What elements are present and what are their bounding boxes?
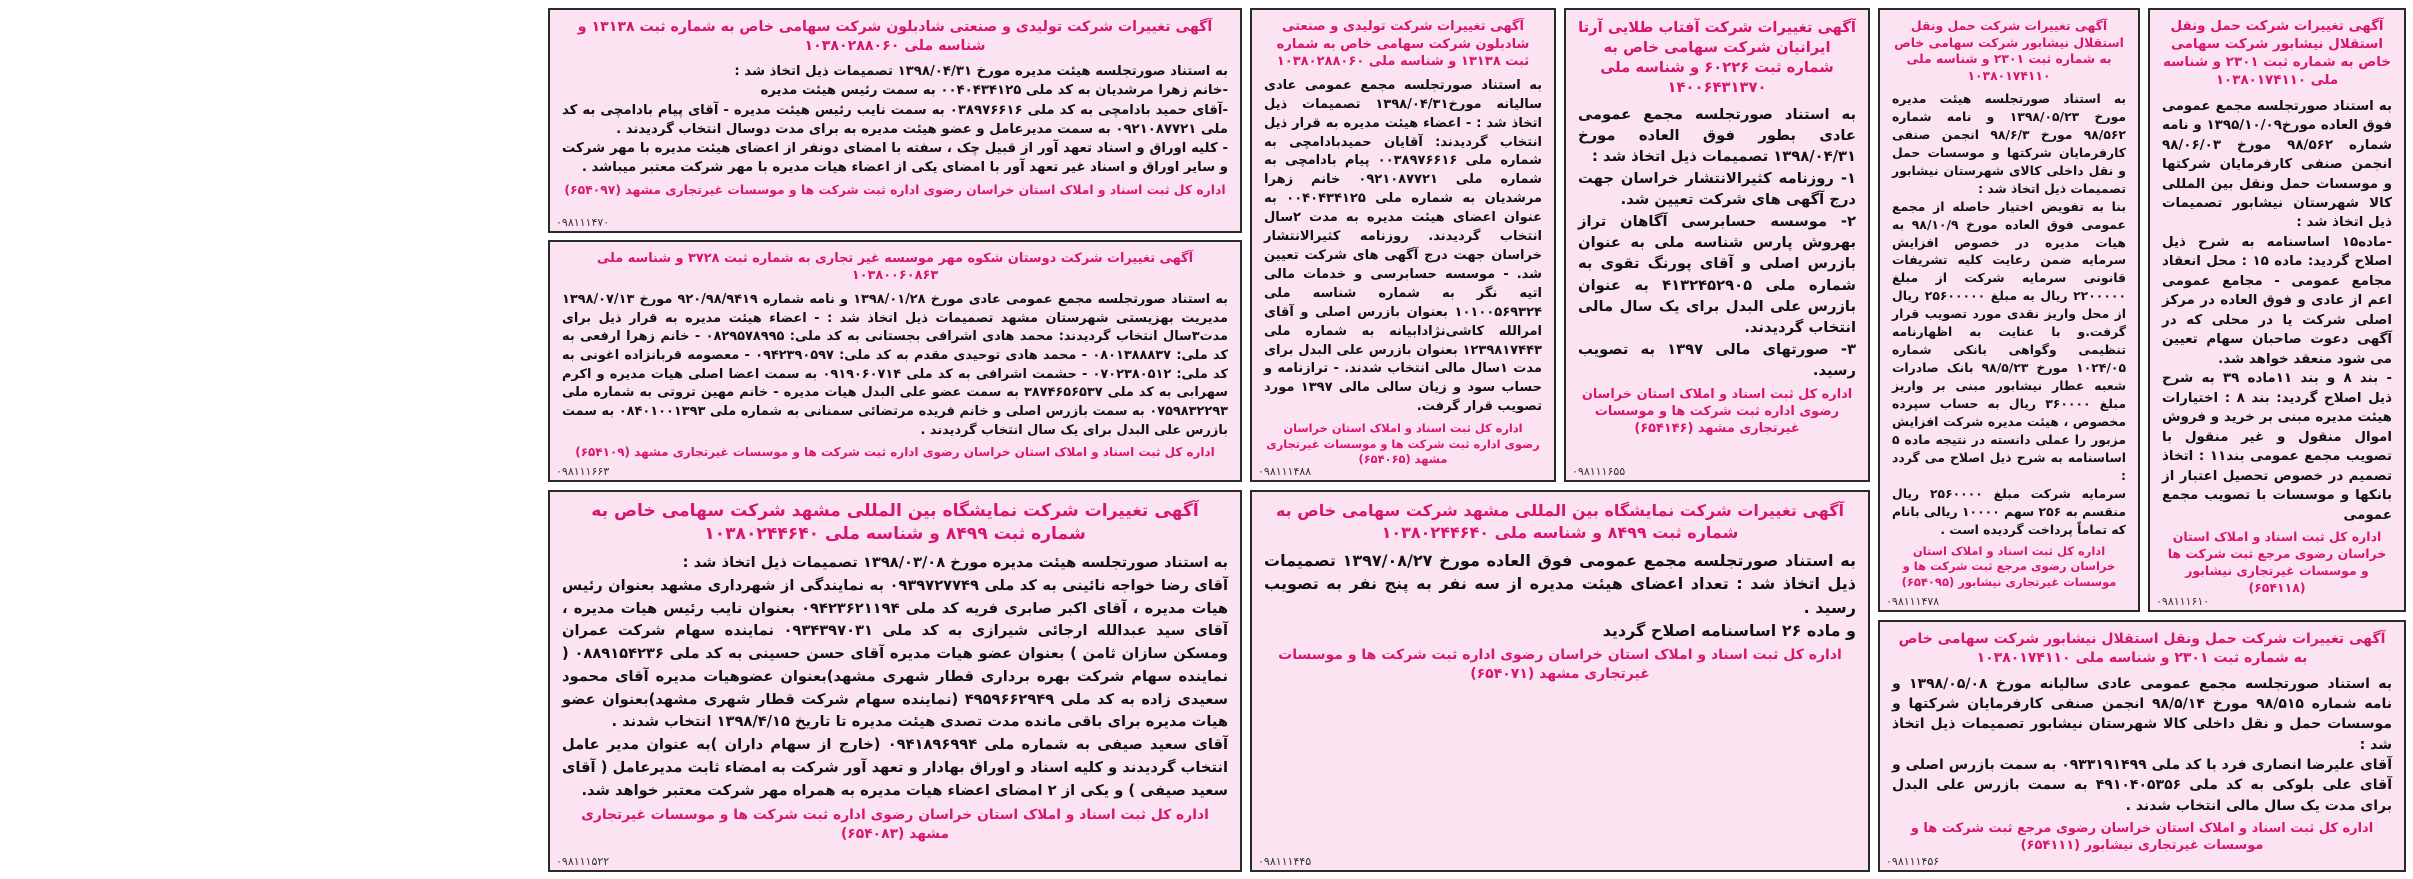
- ad-registry: اداره کل ثبت اسناد و املاک استان خراسان رضوی اداره ثبت شرکت ها و موسسات غیرتجاری مشهد (۶۵۴۱۴۶): [1581, 386, 1853, 437]
- ad-paragraph: -خانم زهرا مرشدیان به کد ملی ۰۰۴۰۴۳۴۱۲۵ به سمت رئیس هیئت مدیره: [760, 83, 1228, 99]
- ad-esteghlal-neyshabur-capital: [1878, 8, 2140, 612]
- ad-paragraph: به استناد صورتجلسه مجمع عمومی عادی مورخ ۱۳۹۸/۰۱/۲۸ و نامه شماره ۹۲۰/۹۸/۹۴۱۹ مورخ ۱۳۹۸/۰۷/۱۳ مدیریت بهزیستی شهرستان مشهد تصمیمات ذیل اتخاذ شد : - اعضاء هیئت مدیره به قرار ذیل برای مدت۳سال انتخاب گردیدند: محمد هادی اشرافی بجستانی به کد ملی: ۰۸۲۹۵۷۸۹۹۵ - خانم زهرا ارفعی به کد ملی: ۰۸۰۱۳۸۸۸۳۷ - محمد هادی توحیدی مقدم به کد ملی: ۰۹۴۲۳۹۰۵۹۷ - معصومه قربانزاده اغونی به کد ملی: ۰۷۰۲۳۸۰۵۱۲ - حشمت اشرافی به کد ملی ۰۹۱۹۰۶۰۷۱۴ به سمت اعضا اصلی هیات مدیره و اکرم سهرابی به کد ملی ۳۸۷۴۶۵۶۵۳۷ به سمت عضو علی البدل هیات مدیره - خانم مهین تروتی به شماره ملی ۰۷۵۹۸۳۲۲۹۳ به سمت بازرس اصلی و خانم فریده مرتضائی سمنانی به شماره ملی ۰۸۴۰۱۰۰۱۳۹۳ به سمت بازرس علی البدل برای یک سال انتخاب گردیدند .: [562, 291, 1229, 438]
- ad-registry: اداره کل ثبت اسناد و املاک استان خراسان رضوی اداره ثبت شرکت ها و موسسات غیرتجاری مشهد (۶۵۴۰۷۱): [1278, 646, 1842, 682]
- ad-registry: اداره کل ثبت اسناد و املاک استان خراسان رضوی اداره ثبت شرکت ها و موسسات غیرتجاری مشهد (۶۵۴۰۹۷): [564, 182, 1226, 197]
- ad-registry: اداره کل ثبت اسناد و املاک استان خراسان رضوی اداره ثبت شرکت ها و موسسات غیرتجاری مشهد (۶۵۴۱۰۹): [575, 445, 1215, 460]
- ad-paragraph: آقای سعید صیفی به شماره ملی ۰۹۴۱۸۹۶۹۹۴ (خارج از سهام داران )به عنوان مدیر عامل انتخاب گردیدند و کلیه اسناد و اوراق بهادار و تعهد آور شرکت به امضاء ثابت مدیرعامل ( آقای سعید صیفی ) و یکی از ۲ امضای اعضاء هیات مدیره به همراه مهر شرکت معتبر خواهد شد.: [562, 736, 1228, 799]
- ad-mashhad-expo-extraordinary: [1250, 490, 1870, 872]
- ad-dustan-shokuh-mehr: [548, 240, 1242, 482]
- ad-paragraph: بنا به تفویض اختیار حاصله از مجمع عمومی فوق العاده مورخ ۹۸/۱۰/۹ به هیات مدیره در خصوص افزایش سرمایه ضمن رعایت کلیه تشریفات قانونی سرمایه شرکت از مبلغ ۲۲۰۰۰۰۰ ریال به مبلغ ۲۵۶۰۰۰۰۰ ریال از محل واریز نقدی مورد تصویب قرار گرفت.و با عنایت به اظهارنامه تنظیمی وگواهی بانکی شماره ۱۰۲۴/۰۵ مورخ ۹۸/۵/۲۳ بانک صادرات شعبه عطار نیشابور مبنی بر واریز مبلغ ۳۶۰۰۰۰ ریال به حساب سپرده مخصوص ، هیئت مدیره شرکت افزایش مزبور را عملی دانسته در نتیجه ماده ۵ اساسنامه به شرح ذیل اصلاح می گردد :: [1892, 199, 2126, 483]
- ad-paragraph: آقای علیرضا انصاری فرد با کد ملی ۰۹۳۳۱۹۱۴۹۹ به سمت بازرس اصلی و آقای علی بلوکی به کد ملی ۴۹۱۰۴۰۵۳۵۶ به سمت بازرس علی البدل برای مدت یک سال مالی انتخاب شدند .: [1892, 756, 2393, 814]
- ad-paragraph: - بند ۸ و بند ۱۱ماده ۳۹ به شرح ذیل اصلاح گردید: بند ۸ : اختیارات هیئت مدیره مبنی بر خرید و فروش اموال منقول و غیر منقول با تصویب مجمع عمومی بند۱۱ : اتخاذ تصمیم در خصوص تحصیل اعتبار از بانکها و موسسات با تصویب مجمع عمومی: [2162, 371, 2393, 523]
- ad-paragraph: به استناد صورتجلسه مجمع عمومی عادی سالیانه مورخ ۱۳۹۸/۰۵/۰۸ و نامه شماره ۹۸/۵۱۵ مورخ ۹۸/۵/۱۴ انجمن صنفی کارفرمایان شرکتها و موسسات حمل و نقل داخلی کالا شهرستان نیشابور تصمیمات ذیل اتخاذ شد :: [1892, 675, 2393, 753]
- ad-paragraph: ۲- موسسه حسابرسی آگاهان تراز بهروش پارس شناسه ملی به عنوان بازرس اصلی و آقای پورنگ تقوی به شماره ملی ۴۱۳۲۴۵۲۹۰۵ به عنوان بازرس علی البدل برای یک سال مالی انتخاب گردیدند.: [1578, 212, 1856, 337]
- ad-title: آگهی تغییرات شرکت تولیدی و صنعتی شادبلون شرکت سهامی خاص به شماره ثبت ۱۳۱۳۸ و شناسه ملی ۱۰۳۸۰۲۸۸۰۶۰: [1276, 19, 1530, 70]
- ad-title: آگهی تغییرات شرکت حمل ونقل استقلال نیشابور شرکت سهامی خاص به شماره ثبت ۲۳۰۱ و شناسه ملی ۱۰۳۸۰۱۷۴۱۱۰: [1894, 19, 2124, 84]
- ad-paragraph: به استناد صورتجلسه هیئت مدیره مورخ ۱۳۹۸/۰۳/۰۸ تصمیمات ذیل اتخاذ شد :: [682, 554, 1228, 572]
- ad-paragraph: آقای رضا خواجه نائینی به کد ملی ۰۹۳۹۷۲۷۷۴۹ به نمایندگی از شهرداری مشهد بعنوان رئیس هیات مدیره ، آقای اکبر صابری فریه کد ملی ۰۹۴۲۳۶۲۱۱۹۴ بعنوان نایب رئیس هیات مدیره ، آقای سید عبدالله ارجائی شیرازی به کد ملی ۰۹۳۴۳۹۷۰۳۱ نماینده سهام شرکت عمران ومسکن سازان ثامن ) بعنوان عضو هیات مدیره آقای حسن حسینی به کد ملی ۰۸۸۹۱۵۴۲۳۶ ( نماینده سهام شرکت بهره برداری قطار شهری مشهد)بعنوان عضوهیات مدیره آقای محمود سعیدی زاده به کد ملی ۴۹۵۹۶۶۲۹۴۹ (نماینده سهام شرکت قطار شهری مشهد)بعنوان عضو هیات مدیره برای باقی مانده مدت تصدی هیئت مدیره تا تاریخ ۱۳۹۸/۴/۱۵ انتخاب شدند .: [562, 576, 1229, 731]
- ad-paragraph: و ماده ۲۶ اساسنامه اصلاح گردید: [1602, 620, 1856, 640]
- ad-registry: اداره کل ثبت اسناد و املاک استان خراسان رضوی مرجع ثبت شرکت ها و موسسات غیرتجاری نیشابور (۶۵۴۰۹۵): [1901, 543, 2117, 589]
- ad-esteghlal-neyshabur-inspectors: [1878, 620, 2406, 872]
- ad-title: آگهی تغییرات شرکت تولیدی و صنعتی شادبلون شرکت سهامی خاص به شماره ثبت ۱۳۱۳۸ و شناسه ملی ۱۰۳۸۰۲۸۸۰۶۰: [577, 19, 1213, 55]
- ad-title: آگهی تغییرات شرکت دوستان شکوه مهر موسسه غیر تجاری به شماره ثبت ۳۷۲۸ و شناسه ملی ۱۰۳۸۰۰۶۰۸۶۳: [596, 251, 1194, 284]
- ad-code: ۰۹۸۱۱۱۴۷۰: [556, 216, 610, 229]
- ad-mashhad-expo-board: [548, 490, 1242, 872]
- ad-title: آگهی تغییرات شرکت نمایشگاه بین المللی مشهد شرکت سهامی خاص به شماره ثبت ۸۴۹۹ و شناسه ملی ۱۰۳۸۰۲۴۴۶۴۰: [591, 501, 1199, 545]
- ad-code: ۰۹۸۱۱۱۶۱۰: [2156, 595, 2210, 608]
- ad-code: ۰۹۸۱۱۱۴۴۵: [1258, 855, 1312, 868]
- ad-shadbalon-general-assembly: [1250, 8, 1556, 482]
- ad-title: آگهی تغییرات شرکت آفتاب طلایی آرتا ایرانیان شرکت سهامی خاص به شماره ثبت ۶۰۲۲۶ و شناسه ملی ۱۴۰۰۶۴۳۱۳۷۰: [1578, 19, 1856, 96]
- ad-paragraph: به استناد صورتجلسه مجمع عمومی فوق العاده مورخ ۱۳۹۷/۰۸/۲۷ تصمیمات ذیل اتخاذ شد : تعداد اعضای هیئت مدیره از سه نفر به پنج نفر به تصویب رسید .: [1264, 551, 1856, 617]
- ad-code: ۰۹۸۱۱۱۴۸۸: [1258, 465, 1312, 478]
- ad-registry: اداره کل ثبت اسناد و املاک استان خراسان رضوی اداره ثبت شرکت ها و موسسات غیرتجاری مشهد (۶۵۴۰۶۵): [1266, 421, 1540, 466]
- ad-code: ۰۹۸۱۱۱۴۵۶: [1886, 855, 1940, 868]
- ad-title: آگهی تغییرات شرکت حمل ونقل استقلال نیشابور شرکت سهامی خاص به شماره ثبت ۲۳۰۱ و شناسه ملی ۱۰۳۸۰۱۷۴۱۱۰: [1898, 631, 2386, 666]
- ad-paragraph: به استناد صورتجلسه مجمع عمومی عادی بطور فوق العاده مورخ ۱۳۹۸/۰۴/۳۱ تصمیمات ذیل اتخاذ شد :: [1578, 105, 1856, 166]
- ad-paragraph: ۳- صورتهای مالی ۱۳۹۷ به تصویب رسید.: [1578, 340, 1856, 380]
- ad-paragraph: -آقای حمید بادامچی به کد ملی ۰۳۸۹۷۶۶۱۶ به سمت نایب رئیس هیئت مدیره - آقای پیام بادامچی به کد ملی ۰۹۲۱۰۸۷۷۲۱ به سمت مدیرعامل و عضو هیئت مدیره به برای مدت دوسال انتخاب گردیدند .: [562, 102, 1228, 137]
- ad-paragraph: - کلیه اوراق و اسناد تعهد آور از قبیل چک ، سفته با امضای دونفر از اعضای هیئت مدیره با مهر شرکت و سایر اوراق و اسناد غیر تعهد آور با امضای یکی از اعضاء هیات مدیره با مهر شرکت معتبر میباشد .: [562, 141, 1228, 176]
- ad-aftab-talaei-arta: [1564, 8, 1870, 482]
- ad-registry: اداره کل ثبت اسناد و املاک استان خراسان رضوی مرجع ثبت شرکت ها و موسسات غیرتجاری نیشابور (۶۵۴۱۱۸): [2167, 529, 2387, 595]
- ad-paragraph: به استناد صورتجلسه هیئت مدیره مورخ ۱۳۹۸/۰۴/۳۱ تصمیمات ذیل اتخاذ شد :: [734, 64, 1228, 80]
- ad-paragraph: به استناد صورتجلسه مجمع عمومی عادی سالیانه مورخ۱۳۹۸/۰۴/۳۱ تصمیمات ذیل اتخاذ شد : - اعضاء هیئت مدیره به قرار ذیل انتخاب گردیدند: آقایان حمیدبادامچی به شماره ملی ۰۰۳۸۹۷۶۶۱۶ پیام بادامچی به شماره ملی ۰۹۲۱۰۸۷۷۲۱ خانم زهرا مرشدیان به شماره ملی ۰۰۴۰۴۳۴۱۲۵ به عنوان اعضای هیئت مدیره به مدت ۲سال انتخاب گردیدند. روزنامه کثیرالانتشار خراسان جهت درج آگهی های شرکت تعیین شد. - موسسه حسابرسی و خدمات مالی اتیه نگر به شماره شناسه ملی ۱۰۱۰۰۵۶۹۳۲۴ بعنوان بازرس اصلی و آقای امرالله کاشی‌نژادابیانه به شماره ملی ۱۲۳۹۸۱۷۴۴۳ بعنوان بازرس علی البدل برای مدت ۱سال مالی انتخاب شدند. - ترازنامه و حساب سود و زیان سالی مالی ۱۳۹۷ مورد تصویب قرار گرفت.: [1264, 77, 1542, 415]
- ad-title: آگهی تغییرات شرکت حمل ونقل استقلال نیشابور شرکت سهامی خاص به شماره ثبت ۲۳۰۱ و شناسه ملی ۱۰۳۸۰۱۷۴۱۱۰: [2162, 19, 2392, 89]
- ad-paragraph: به استناد صورتجلسه هیئت مدیره مورخ ۱۳۹۸/۰۵/۲۳ و نامه شماره ۹۸/۵۶۲ مورخ ۹۸/۶/۳ انجمن صنفی کارفرمایان شرکتها و موسسات حمل و نقل داخلی کالای شهرستان نیشابور تصمیمات ذیل اتخاذ شد :: [1892, 91, 2126, 196]
- ad-code: ۰۹۸۱۱۱۶۶۳: [556, 465, 610, 478]
- ad-registry: اداره کل ثبت اسناد و املاک استان خراسان رضوی مرجع ثبت شرکت ها و موسسات غیرتجاری نیشابور (۶۵۴۱۱۱): [1910, 820, 2374, 854]
- ad-paragraph: به استناد صورتجلسه مجمع عمومی فوق العاده مورخ۱۳۹۵/۱۰/۰۹ و نامه شماره ۹۸/۵۶۲ مورخ ۹۸/۰۶/۰۳ انجمن صنفی کارفرمایان شرکتها و موسسات حمل ونقل بین المللی کالا شهرستان نیشابور تصمیمات ذیل اتخاذ شد :: [2162, 98, 2392, 231]
- ad-paragraph: ۱- روزنامه کثیرالانتشار خراسان جهت درج آگهی های شرکت تعیین شد.: [1578, 169, 1856, 209]
- ad-shadbalon-board: [548, 8, 1242, 233]
- ad-paragraph: سرمایه شرکت مبلغ ۲۵۶۰۰۰۰ ریال منقسم به ۲۵۶ سهم ۱۰۰۰۰ ریالی بانام که تماماً پرداخت گردیده است .: [1892, 486, 2127, 537]
- ad-esteghlal-neyshabur-articles: [2148, 8, 2406, 612]
- ad-title: آگهی تغییرات شرکت نمایشگاه بین المللی مشهد شرکت سهامی خاص به شماره ثبت ۸۴۹۹ و شناسه ملی ۱۰۳۸۰۲۴۴۶۴۰: [1275, 501, 1845, 542]
- ad-registry: اداره کل ثبت اسناد و املاک استان خراسان رضوی اداره ثبت شرکت ها و موسسات غیرتجاری مشهد (۶۵۴۰۸۳): [581, 807, 1209, 842]
- ad-code: ۰۹۸۱۱۱۴۷۸: [1886, 595, 1940, 608]
- ad-code: ۰۹۸۱۱۱۵۲۲: [556, 855, 610, 868]
- ad-code: ۰۹۸۱۱۱۶۵۵: [1572, 465, 1626, 478]
- ad-paragraph: -ماده۱۵ اساسنامه به شرح ذیل اصلاح گردید: ماده ۱۵ : محل انعقاد مجامع عمومی - مجامع عمومی اعم از عادی و فوق العاده در مرکز اصلی شرکت یا در محلی که در آگهی دعوت صاحبان سهام تعیین می شود منعقد خواهد شد.: [2162, 234, 2392, 367]
